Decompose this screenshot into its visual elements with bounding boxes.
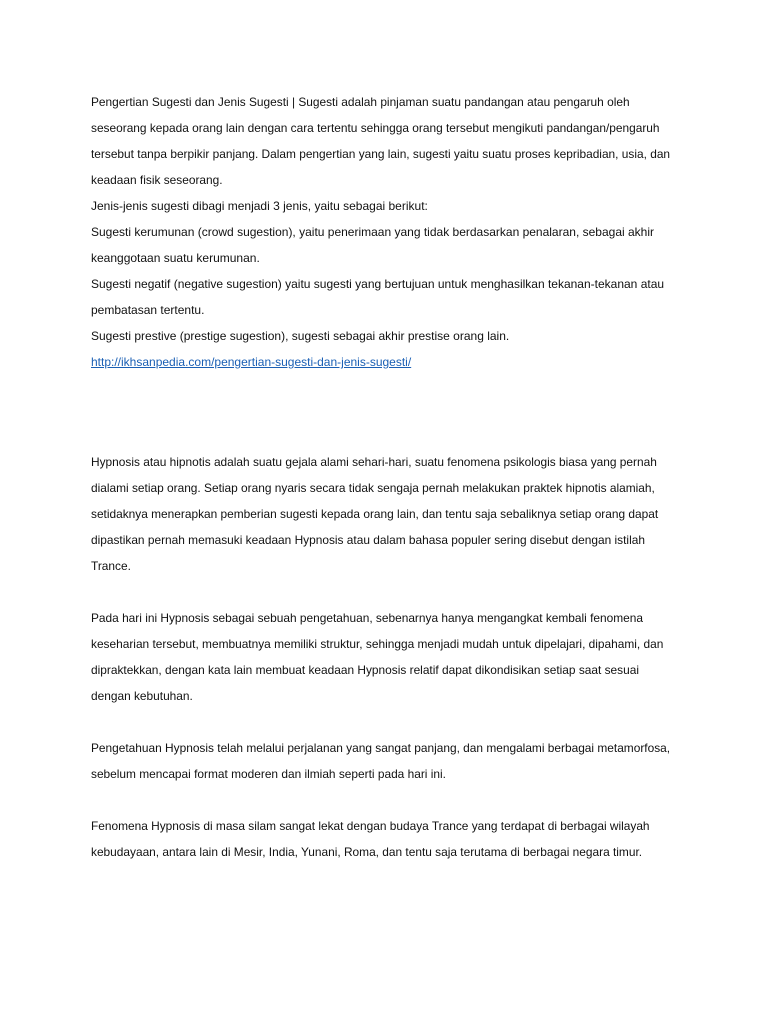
types-heading: Jenis-jenis sugesti dibagi menjadi 3 jenis, yaitu sebagai berikut:	[91, 199, 428, 213]
type-prestige: Sugesti prestive (prestige sugestion), sugesti sebagai akhir prestise orang lain.	[91, 329, 510, 343]
intro-paragraph: Pengertian Sugesti dan Jenis Sugesti | Sugesti adalah pinjaman suatu pandangan atau pengaruh oleh seseorang kepada orang lain dengan cara tertentu sehingga orang tersebut mengikuti pandangan/pengaruh tersebut tanpa berpikir panjang. Dalam pengertian yang lain, sugesti yaitu suatu proses kepribadian, usia, dan keadaan fisik seseorang.	[91, 95, 671, 187]
type-negative: Sugesti negatif (negative sugestion) yaitu sugesti yang bertujuan untuk menghasilkan tekanan-tekanan atau pembatasan tertentu.	[91, 277, 665, 317]
hypnosis-paragraph-1: Hypnosis atau hipnotis adalah suatu gejala alami sehari-hari, suatu fenomena psikologis biasa yang pernah dialami setiap orang. Setiap orang nyaris secara tidak sengaja pernah melakukan praktek hipnotis alamiah, setidaknya menerapkan pemberian sugesti kepada orang lain, dan tentu saja sebaliknya setiap orang dapat dipastikan pernah memasuki keadaan Hypnosis atau dalam bahasa populer sering disebut dengan istilah Trance.	[91, 455, 659, 573]
hypnosis-paragraph-2: Pada hari ini Hypnosis sebagai sebuah pengetahuan, sebenarnya hanya mengangkat kembali fenomena keseharian tersebut, membuatnya memiliki struktur, sehingga menjadi mudah untuk dipelajari, dipahami, dan dipraktekkan, dengan kata lain membuat keadaan Hypnosis relatif dapat dikondisikan setiap saat sesuai dengan kebutuhan.	[91, 611, 664, 703]
document-body	[91, 89, 681, 891]
hypnosis-paragraph-4: Fenomena Hypnosis di masa silam sangat lekat dengan budaya Trance yang terdapat di berbagai wilayah kebudayaan, antara lain di Mesir, India, Yunani, Roma, dan tentu saja terutama di berbagai negara timur.	[91, 819, 650, 859]
section-hypnosis	[91, 449, 681, 865]
section-sugesti	[91, 89, 681, 375]
section-gap	[91, 375, 681, 449]
hypnosis-paragraph-3: Pengetahuan Hypnosis telah melalui perjalanan yang sangat panjang, dan mengalami berbagai metamorfosa, sebelum mencapai format moderen dan ilmiah seperti pada hari ini.	[91, 741, 671, 781]
source-link[interactable]: http://ikhsanpedia.com/pengertian-sugesti-dan-jenis-sugesti/	[91, 355, 412, 369]
source-line	[91, 349, 681, 375]
type-crowd: Sugesti kerumunan (crowd sugestion), yaitu penerimaan yang tidak berdasarkan penalaran, sebagai akhir keanggotaan suatu kerumunan.	[91, 225, 654, 265]
